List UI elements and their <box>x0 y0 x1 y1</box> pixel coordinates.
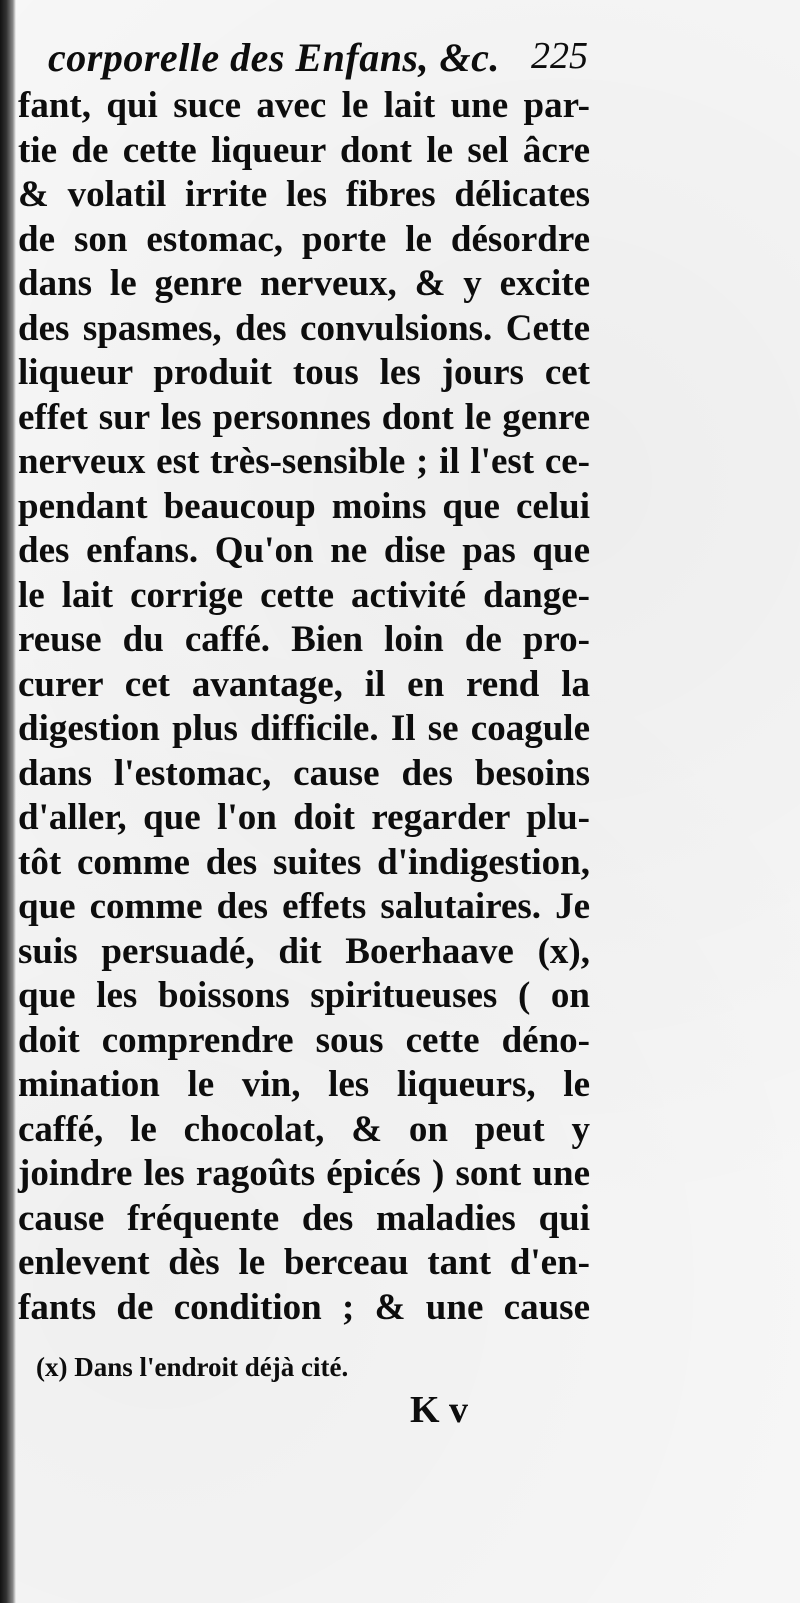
running-title: corporelle des Enfans, &c. <box>48 35 500 80</box>
text-line: effet sur les personnes dont le genre <box>18 396 590 438</box>
text-line: nerveux est très-sensible ; il l'est ce- <box>18 441 590 482</box>
text-line: le lait corrige cette activité dange- <box>18 574 590 616</box>
text-line: enlevent dès le berceau tant d'en- <box>18 1242 590 1283</box>
text-line: suis persuadé, dit Boerhaave (x), <box>18 930 590 972</box>
text-line: pendant beaucoup moins que celui <box>18 485 590 527</box>
body-text <box>18 84 590 1330</box>
text-line: tôt comme des suites d'indigestion, <box>18 841 590 883</box>
text-line: curer cet avantage, il en rend la <box>18 663 590 705</box>
spine-shadow <box>0 0 16 1603</box>
text-line: de son estomac, porte le désordre <box>18 218 590 260</box>
text-line: que comme des effets salutaires. Je <box>18 886 590 927</box>
text-line: fants de condition ; & une cause <box>18 1286 590 1328</box>
text-line: caffé, le chocolat, & on peut y <box>18 1108 590 1150</box>
text-line: liqueur produit tous les jours cet <box>18 352 590 393</box>
page-number: 225 <box>531 35 588 77</box>
text-line: doit comprendre sous cette déno- <box>18 1019 590 1061</box>
text-line: reuse du caffé. Bien loin de pro- <box>18 619 590 660</box>
page-header <box>48 28 588 78</box>
signature-mark: K v <box>410 1389 469 1431</box>
text-line: fant, qui suce avec le lait une par- <box>18 85 590 126</box>
text-line: mination le vin, les liqueurs, le <box>18 1064 590 1105</box>
text-line: des spasmes, des convulsions. Cette <box>18 307 590 349</box>
text-line: tie de cette liqueur dont le sel âcre <box>18 129 590 171</box>
text-line: dans le genre nerveux, & y excite <box>18 263 590 304</box>
text-line: que les boissons spiritueuses ( on <box>18 975 590 1016</box>
text-line: cause fréquente des maladies qui <box>18 1197 590 1239</box>
text-line: & volatil irrite les fibres délicates <box>18 174 590 215</box>
text-line: digestion plus difficile. Il se coagule <box>18 708 590 749</box>
text-line: des enfans. Qu'on ne dise pas que <box>18 530 590 571</box>
footnote: (x) Dans l'endroit déjà cité. <box>36 1352 349 1382</box>
text-line: joindre les ragoûts épicés ) sont une <box>18 1153 590 1194</box>
text-line: dans l'estomac, cause des besoins <box>18 752 590 794</box>
text-line: d'aller, que l'on doit regarder plu- <box>18 797 590 838</box>
